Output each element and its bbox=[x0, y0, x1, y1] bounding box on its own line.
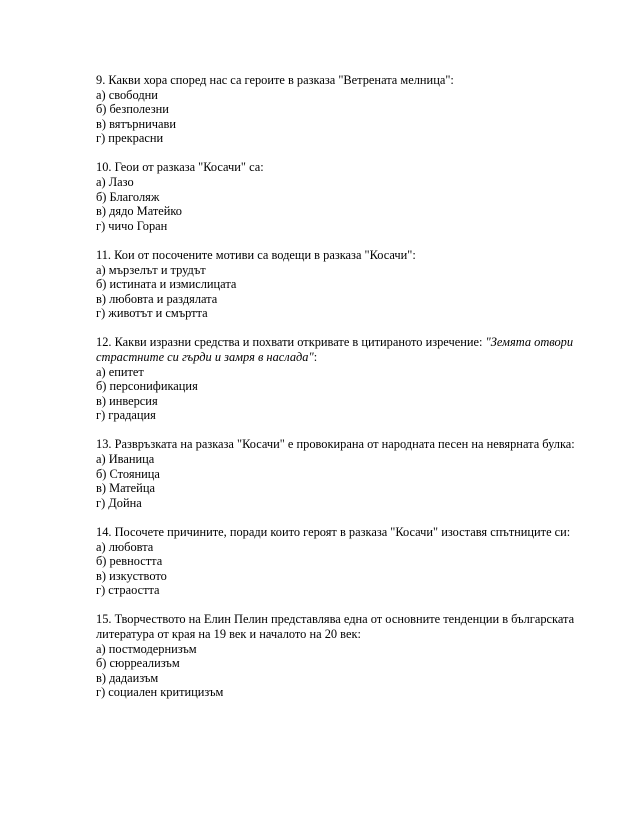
answer-option-d: г) животът и смъртта bbox=[96, 306, 208, 321]
question-15 bbox=[96, 612, 596, 700]
question-text-main: 10. Геои от разказа "Косачи" са: bbox=[96, 160, 264, 175]
question-text bbox=[96, 525, 596, 540]
question-11 bbox=[96, 248, 596, 321]
answer-option-c: в) дадаизъм bbox=[96, 670, 159, 685]
answer-option-c: в) вятърничави bbox=[96, 116, 176, 131]
question-13 bbox=[96, 437, 596, 510]
answer-option-b: б) сюрреализъм bbox=[96, 656, 180, 671]
answer-option-c: в) изкуството bbox=[96, 568, 167, 583]
answer-option-a: а) Иваница bbox=[96, 452, 155, 467]
question-text-main: 11. Кои от посочените мотиви са водещи в разказа "Косачи": bbox=[96, 247, 416, 262]
question-text-main: 13. Развръзката на разказа "Косачи" е провокирана от народната песен на невярната булка: bbox=[96, 437, 575, 452]
answer-option-d: г) градация bbox=[96, 408, 156, 423]
answer-option-d: г) страостта bbox=[96, 583, 160, 598]
answer-option-c: в) любовта и раздялата bbox=[96, 291, 218, 306]
question-text-main: 12. Какви изразни средства и похвати откривате в цитираното изречение: bbox=[96, 335, 486, 350]
answer-option-a: а) любовта bbox=[96, 539, 154, 554]
answer-option-b: б) ревността bbox=[96, 554, 163, 569]
question-text-main: 15. Творчеството на Елин Пелин представлява една от основните тенденции в българската литература от края на 19 век и началото на 20 век: bbox=[96, 612, 575, 641]
answer-option-a: а) мързелът и трудът bbox=[96, 262, 206, 277]
question-text-main: 9. Какви хора според нас са героите в разказа "Ветрената мелница": bbox=[96, 73, 454, 87]
question-10 bbox=[96, 160, 596, 233]
question-12 bbox=[96, 335, 596, 423]
answer-option-b: б) Благоляж bbox=[96, 189, 160, 204]
question-14 bbox=[96, 525, 596, 598]
answer-option-c: в) Матейца bbox=[96, 481, 155, 496]
question-text bbox=[96, 335, 596, 364]
question-text-end: : bbox=[313, 350, 318, 364]
answer-option-c: в) инверсия bbox=[96, 393, 158, 408]
answer-option-d: г) прекрасни bbox=[96, 131, 164, 146]
question-text-main: 14. Посочете причините, поради които героят в разказа "Косачи" изоставя спътниците си: bbox=[96, 524, 571, 539]
answer-option-b: б) Стояница bbox=[96, 466, 160, 481]
answer-option-c: в) дядо Матейко bbox=[96, 204, 183, 219]
answer-option-a: а) свободни bbox=[96, 87, 158, 102]
answer-option-a: а) епитет bbox=[96, 364, 144, 379]
question-quote: "Земята отвори страстните си гърди и замря в наслада" bbox=[96, 335, 574, 364]
answer-option-d: г) чичо Горан bbox=[96, 218, 168, 233]
answer-option-d: г) Дойна bbox=[96, 495, 142, 510]
question-text bbox=[96, 160, 596, 175]
answer-option-b: б) персонификация bbox=[96, 379, 198, 394]
question-9 bbox=[96, 73, 596, 146]
question-text bbox=[96, 612, 596, 641]
answer-option-b: б) безполезни bbox=[96, 102, 169, 117]
question-text bbox=[96, 73, 596, 88]
answer-option-a: а) постмодернизъм bbox=[96, 641, 197, 656]
answer-option-b: б) истината и измислицата bbox=[96, 277, 237, 292]
question-text bbox=[96, 248, 596, 263]
question-text bbox=[96, 437, 596, 452]
answer-option-a: а) Лазо bbox=[96, 175, 134, 190]
document-page bbox=[96, 73, 596, 714]
answer-option-d: г) социален критицизъм bbox=[96, 685, 224, 700]
